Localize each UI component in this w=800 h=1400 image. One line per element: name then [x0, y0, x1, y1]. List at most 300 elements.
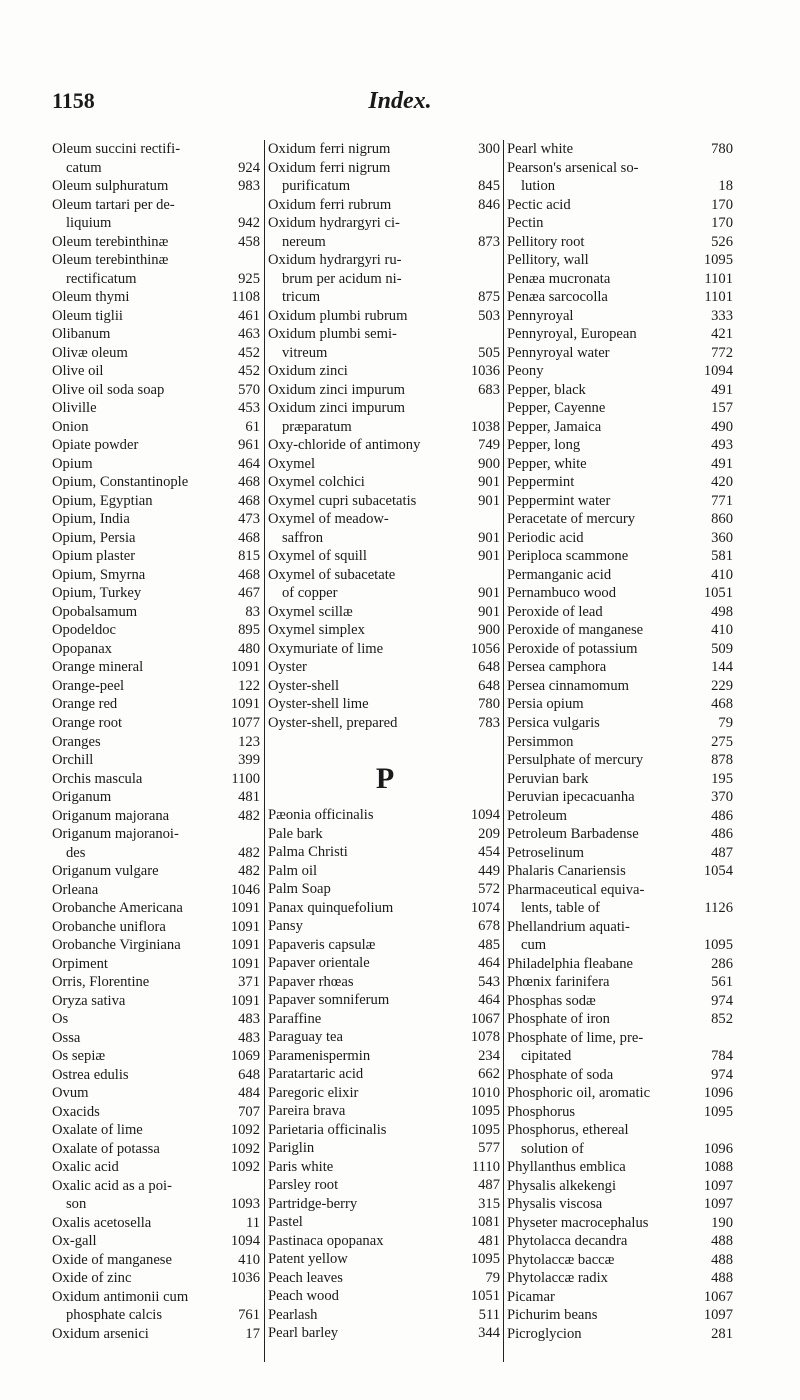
- entry-page-number: 286: [711, 955, 733, 972]
- index-entry: [507, 825, 735, 844]
- index-entry: [268, 954, 502, 973]
- entry-page-number: 195: [711, 770, 733, 787]
- entry-term: Oxalic acid: [52, 1159, 119, 1176]
- index-entry: [52, 1140, 262, 1159]
- index-entry: [507, 695, 735, 714]
- index-entry-continuation: [507, 899, 735, 918]
- entry-page-number: 895: [238, 622, 260, 639]
- index-entry: [507, 714, 735, 733]
- index-entry: [507, 955, 735, 974]
- entry-page-number: 488: [711, 1270, 733, 1287]
- entry-term: Pearl white: [507, 141, 574, 157]
- entry-page-number: 1095: [470, 1251, 500, 1268]
- entry-page-number: 18: [718, 178, 733, 195]
- entry-term: Opium, Persia: [52, 529, 136, 546]
- index-entry-continuation: [507, 936, 735, 955]
- entry-page-number: 1097: [703, 1177, 733, 1194]
- entry-page-number: 1067: [470, 1010, 500, 1027]
- index-entry: [507, 1214, 735, 1233]
- entry-page-number: 486: [711, 826, 733, 843]
- entry-term: solution of: [521, 1140, 584, 1157]
- entry-term: Persimmon: [507, 733, 574, 750]
- index-entry: [507, 807, 735, 826]
- entry-term: Philadelphia fleabane: [507, 955, 634, 972]
- index-entry: [507, 1306, 735, 1325]
- entry-page-number: 487: [478, 1177, 500, 1194]
- index-entry: [52, 233, 262, 252]
- entry-page-number: 581: [711, 548, 733, 565]
- index-entry: [52, 1269, 262, 1288]
- index-entry: [507, 770, 735, 789]
- entry-page-number: 488: [711, 1251, 733, 1268]
- entry-page-number: 648: [238, 1066, 260, 1083]
- index-entry: [507, 992, 735, 1011]
- entry-term: Pearlash: [268, 1306, 318, 1323]
- index-entry: [52, 658, 262, 677]
- index-entry-continuation: [268, 270, 502, 289]
- entry-term: Opium, India: [52, 511, 130, 528]
- index-entry: [507, 1103, 735, 1122]
- index-entry: [52, 288, 262, 307]
- index-entry: [268, 140, 502, 159]
- entry-page-number: 761: [238, 1307, 260, 1324]
- entry-term: Oryza sativa: [52, 992, 126, 1009]
- index-entry: [268, 621, 502, 640]
- entry-term: Oxymel colchici: [268, 474, 365, 491]
- entry-term: nereum: [282, 233, 326, 250]
- entry-page-number: 852: [711, 1011, 733, 1028]
- entry-term: Oranges: [52, 733, 101, 750]
- entry-term: præparatum: [282, 418, 352, 435]
- entry-page-number: 860: [711, 511, 733, 528]
- entry-term: Opodeldoc: [52, 622, 117, 639]
- index-entry-continuation: [268, 418, 502, 437]
- index-entry: [507, 214, 735, 233]
- index-entry-continuation: [52, 270, 262, 289]
- index-entry: [507, 1232, 735, 1251]
- index-entry: [52, 936, 262, 955]
- index-entry: [52, 1177, 262, 1196]
- entry-page-number: 449: [478, 862, 500, 879]
- index-entry: [52, 196, 262, 215]
- index-entry: [52, 862, 262, 881]
- entry-term: Peppermint: [507, 474, 575, 491]
- entry-term: Parietaria officinalis: [268, 1121, 387, 1138]
- entry-term: Pectin: [507, 215, 544, 232]
- entry-page-number: 1096: [703, 1085, 733, 1102]
- entry-page-number: 410: [711, 566, 733, 583]
- index-entry: [507, 603, 735, 622]
- entry-page-number: 370: [711, 789, 733, 806]
- entry-page-number: 925: [238, 270, 260, 287]
- index-entry: [507, 751, 735, 770]
- index-entry-continuation: [268, 177, 502, 196]
- entry-term: Oliville: [52, 400, 97, 417]
- entry-term: Peroxide of manganese: [507, 622, 644, 639]
- entry-page-number: 1110: [471, 1158, 500, 1175]
- index-entry: [268, 1121, 502, 1140]
- page-number: 1158: [52, 88, 95, 113]
- entry-term: Olive oil: [52, 363, 104, 380]
- index-entry: [268, 1139, 502, 1158]
- entry-term: Orpiment: [52, 955, 108, 972]
- index-entry: [268, 603, 502, 622]
- entry-term: Phytolaccæ baccæ: [507, 1251, 615, 1268]
- index-entry: [268, 1047, 502, 1066]
- index-entry: [507, 159, 735, 178]
- index-entry-continuation: [268, 233, 502, 252]
- entry-term: Oleum terebinthinæ: [52, 252, 169, 269]
- index-entry: [52, 1214, 262, 1233]
- index-entry: [268, 325, 502, 344]
- entry-page-number: 577: [478, 1140, 500, 1157]
- entry-page-number: 1091: [230, 659, 260, 676]
- entry-term: Pansy: [268, 918, 303, 935]
- index-entry: [268, 1250, 502, 1269]
- entry-term: Phosphas sodæ: [507, 992, 596, 1009]
- entry-term: Orchill: [52, 752, 94, 769]
- entry-term: Petroleum Barbadense: [507, 826, 639, 843]
- entry-page-number: 707: [238, 1103, 260, 1120]
- index-entry-continuation: [52, 1195, 262, 1214]
- entry-page-number: 815: [238, 548, 260, 565]
- entry-page-number: 1094: [470, 807, 500, 824]
- index-entry: [268, 1102, 502, 1121]
- entry-term: Paraguay tea: [268, 1029, 343, 1046]
- entry-term: Oxalis acetosella: [52, 1214, 152, 1231]
- entry-term: Origanum vulgare: [52, 863, 159, 880]
- entry-page-number: 1095: [703, 937, 733, 954]
- entry-term: Oxacids: [52, 1103, 100, 1120]
- index-entry: [268, 214, 502, 233]
- entry-term: of copper: [282, 585, 338, 602]
- entry-page-number: 1108: [231, 289, 260, 306]
- index-entry: [507, 677, 735, 696]
- entry-term: Opium, Smyrna: [52, 566, 146, 583]
- index-entry: [268, 1176, 502, 1195]
- entry-term: Oxidum plumbi semi-: [268, 326, 397, 343]
- entry-page-number: 487: [711, 844, 733, 861]
- index-entry: [507, 473, 735, 492]
- entry-page-number: 1036: [230, 1270, 260, 1287]
- index-entry: [52, 621, 262, 640]
- index-entry: [268, 1287, 502, 1306]
- index-entry: [268, 862, 502, 881]
- entry-term: Phosphoric oil, aromatic: [507, 1085, 651, 1102]
- entry-page-number: 1081: [470, 1214, 500, 1231]
- index-entry: [52, 992, 262, 1011]
- entry-term: Paregoric elixir: [268, 1084, 359, 1101]
- index-entry: [52, 584, 262, 603]
- entry-term: Peony: [507, 363, 544, 380]
- entry-term: Peach leaves: [268, 1269, 343, 1286]
- entry-term: Periodic acid: [507, 529, 584, 546]
- entry-page-number: 482: [238, 844, 260, 861]
- entry-term: Pichurim beans: [507, 1307, 598, 1324]
- entry-term: Peruvian ipecacuanha: [507, 789, 635, 806]
- entry-term: Oyster-shell: [268, 677, 340, 694]
- index-entry: [507, 1121, 735, 1140]
- entry-page-number: 484: [238, 1085, 260, 1102]
- entry-page-number: 983: [238, 178, 260, 195]
- index-entry: [507, 251, 735, 270]
- entry-page-number: 572: [478, 881, 500, 898]
- entry-term: Pepper, long: [507, 437, 581, 454]
- entry-term: lents, table of: [521, 900, 601, 917]
- entry-term: Oxidum ferri nigrum: [268, 159, 391, 176]
- index-entry: [507, 658, 735, 677]
- index-entry: [52, 899, 262, 918]
- entry-page-number: 509: [711, 640, 733, 657]
- entry-term: Phosphorus, ethereal: [507, 1122, 629, 1139]
- entry-page-number: 873: [478, 233, 500, 250]
- entry-term: Physeter macrocephalus: [507, 1214, 649, 1231]
- index-entry-continuation: [52, 1306, 262, 1325]
- index-entry: [507, 844, 735, 863]
- index-entry: [268, 455, 502, 474]
- index-entry: [52, 325, 262, 344]
- index-entry: [268, 1065, 502, 1084]
- index-column-1: [52, 140, 262, 1344]
- entry-page-number: 490: [711, 418, 733, 435]
- entry-page-number: 483: [238, 1029, 260, 1046]
- entry-term: Pharmaceutical equiva-: [507, 881, 645, 898]
- entry-term: Phellandrium aquati-: [507, 918, 630, 935]
- index-entry: [52, 362, 262, 381]
- entry-page-number: 780: [711, 141, 733, 157]
- index-entry: [52, 807, 262, 826]
- entry-term: Oleum succini rectifi-: [52, 141, 181, 157]
- entry-term: Phœnix farinifera: [507, 974, 610, 991]
- entry-term: Phyllanthus emblica: [507, 1159, 626, 1176]
- index-entry: [268, 492, 502, 511]
- index-entry-continuation: [52, 844, 262, 863]
- index-entry: [507, 1269, 735, 1288]
- index-entry-continuation: [507, 1047, 735, 1066]
- entry-term: Oxidum arsenici: [52, 1326, 149, 1342]
- entry-page-number: 1091: [230, 937, 260, 954]
- entry-page-number: 1095: [470, 1121, 500, 1138]
- entry-page-number: 901: [478, 474, 500, 491]
- column-divider: [503, 140, 504, 1362]
- entry-term: Opobalsamum: [52, 603, 138, 620]
- entry-page-number: 1093: [230, 1196, 260, 1213]
- entry-term: Opium: [52, 455, 93, 472]
- entry-page-number: 300: [478, 141, 500, 157]
- index-entry: [507, 1029, 735, 1048]
- entry-page-number: 1091: [230, 900, 260, 917]
- index-entry: [507, 1195, 735, 1214]
- column-divider: [264, 140, 265, 1362]
- index-entry: [507, 233, 735, 252]
- entry-page-number: 421: [711, 326, 733, 343]
- entry-term: Persea cinnamomum: [507, 677, 629, 694]
- entry-page-number: 464: [478, 992, 500, 1009]
- entry-page-number: 1101: [704, 270, 733, 287]
- entry-term: Opium, Turkey: [52, 585, 142, 602]
- index-entry: [52, 770, 262, 789]
- index-entry-continuation: [268, 344, 502, 363]
- entry-page-number: 961: [238, 437, 260, 454]
- entry-term: Picroglycion: [507, 1326, 582, 1342]
- index-entry: [52, 547, 262, 566]
- entry-term: Papaveris capsulæ: [268, 936, 376, 953]
- index-entry: [268, 658, 502, 677]
- index-entry: [268, 714, 502, 733]
- index-entry: [52, 566, 262, 585]
- entry-term: Ostrea edulis: [52, 1066, 129, 1083]
- entry-page-number: 1095: [470, 1103, 500, 1120]
- entry-page-number: 480: [238, 640, 260, 657]
- entry-page-number: 486: [711, 807, 733, 824]
- index-entry: [268, 1269, 502, 1288]
- entry-term: son: [66, 1196, 87, 1213]
- entry-page-number: 846: [478, 196, 500, 213]
- entry-term: Orange mineral: [52, 659, 144, 676]
- entry-term: Persulphate of mercury: [507, 752, 644, 769]
- entry-term: Petroleum: [507, 807, 567, 824]
- entry-page-number: 454: [478, 844, 500, 861]
- entry-term: Oxide of zinc: [52, 1270, 132, 1287]
- entry-term: Patent yellow: [268, 1251, 348, 1268]
- index-entry: [268, 473, 502, 492]
- entry-term: Orange-peel: [52, 677, 125, 694]
- index-entry: [268, 381, 502, 400]
- entry-page-number: 481: [238, 789, 260, 806]
- entry-term: Oxymel of subacetate: [268, 566, 396, 583]
- entry-term: Phosphate of iron: [507, 1011, 610, 1028]
- index-entry-continuation: [52, 214, 262, 233]
- index-column-3: [507, 140, 735, 1344]
- entry-page-number: 1036: [470, 363, 500, 380]
- entry-page-number: 79: [718, 714, 733, 731]
- entry-page-number: 482: [238, 863, 260, 880]
- index-entry: [507, 788, 735, 807]
- index-entry: [268, 1084, 502, 1103]
- entry-term: phosphate calcis: [66, 1307, 163, 1324]
- index-entry: [507, 584, 735, 603]
- entry-page-number: 493: [711, 437, 733, 454]
- index-entry: [268, 510, 502, 529]
- entry-term: Orleana: [52, 881, 99, 898]
- index-entry: [52, 1047, 262, 1066]
- entry-term: Palm Soap: [268, 881, 331, 898]
- index-entry: [268, 1324, 502, 1343]
- entry-page-number: 491: [711, 455, 733, 472]
- index-entry: [507, 1251, 735, 1270]
- entry-page-number: 1077: [230, 714, 260, 731]
- entry-term: Pectic acid: [507, 196, 571, 213]
- entry-page-number: 974: [711, 1066, 733, 1083]
- entry-term: Papaver somniferum: [268, 992, 390, 1009]
- entry-term: catum: [66, 159, 102, 176]
- index-entry: [52, 529, 262, 548]
- index-entry: [268, 917, 502, 936]
- entry-page-number: 1095: [703, 1103, 733, 1120]
- entry-term: Oxymel cupri subacetatis: [268, 492, 417, 509]
- entry-page-number: 1069: [230, 1048, 260, 1065]
- entry-term: Phytolaccæ radix: [507, 1270, 608, 1287]
- entry-term: Opium plaster: [52, 548, 136, 565]
- entry-term: Palm oil: [268, 862, 318, 879]
- index-entry: [268, 1010, 502, 1029]
- index-entry: [507, 510, 735, 529]
- entry-term: Pepper, white: [507, 455, 587, 472]
- entry-term: lution: [521, 178, 556, 195]
- entry-page-number: 845: [478, 178, 500, 195]
- entry-term: Opopanax: [52, 640, 112, 657]
- index-entry-continuation: [268, 288, 502, 307]
- entry-term: Orobanche uniflora: [52, 918, 166, 935]
- entry-term: Ox-gall: [52, 1233, 97, 1250]
- entry-page-number: 209: [478, 825, 500, 842]
- entry-term: Phytolacca decandra: [507, 1233, 628, 1250]
- entry-term: Paramenispermin: [268, 1047, 371, 1064]
- entry-term: Palma Christi: [268, 844, 348, 861]
- entry-term: Pennyroyal, European: [507, 326, 637, 343]
- entry-page-number: 485: [478, 936, 500, 953]
- index-entry: [52, 492, 262, 511]
- index-entry: [268, 307, 502, 326]
- entry-term: Orobanche Americana: [52, 900, 183, 917]
- entry-page-number: 344: [478, 1325, 500, 1342]
- entry-page-number: 463: [238, 326, 260, 343]
- entry-term: Oleum sulphuratum: [52, 178, 169, 195]
- entry-term: Pale bark: [268, 825, 323, 842]
- entry-term: Os: [52, 1011, 69, 1028]
- entry-page-number: 942: [238, 215, 260, 232]
- entry-page-number: 482: [238, 807, 260, 824]
- index-entry: [507, 1084, 735, 1103]
- index-entry: [52, 1288, 262, 1307]
- entry-term: Opiate powder: [52, 437, 139, 454]
- entry-term: Permanganic acid: [507, 566, 612, 583]
- entry-page-number: 1095: [703, 252, 733, 269]
- entry-term: Peroxide of lead: [507, 603, 603, 620]
- index-entry: [507, 288, 735, 307]
- index-entry: [268, 991, 502, 1010]
- entry-term: Oyster: [268, 659, 307, 676]
- index-entry: [52, 603, 262, 622]
- entry-page-number: 333: [711, 307, 733, 324]
- index-entry: [52, 344, 262, 363]
- index-entry: [52, 1251, 262, 1270]
- entry-page-number: 1094: [703, 363, 733, 380]
- entry-page-number: 648: [478, 677, 500, 694]
- entry-term: Oxidum plumbi rubrum: [268, 307, 408, 324]
- entry-term: Partridge-berry: [268, 1195, 358, 1212]
- entry-term: Penæa sarcocolla: [507, 289, 608, 306]
- entry-term: Pellitory, wall: [507, 252, 589, 269]
- entry-page-number: 875: [478, 289, 500, 306]
- index-entry: [507, 973, 735, 992]
- index-entry: [507, 362, 735, 381]
- index-entry: [268, 399, 502, 418]
- index-entry: [52, 251, 262, 270]
- index-entry: [268, 640, 502, 659]
- entry-page-number: 461: [238, 307, 260, 324]
- entry-term: cipitated: [521, 1048, 572, 1065]
- index-entry: [507, 196, 735, 215]
- entry-page-number: 1101: [704, 289, 733, 306]
- entry-page-number: 900: [478, 455, 500, 472]
- index-entry: [507, 1325, 735, 1344]
- entry-term: Paris white: [268, 1158, 334, 1175]
- entry-page-number: 772: [711, 344, 733, 361]
- entry-page-number: 901: [478, 603, 500, 620]
- entry-page-number: 468: [711, 696, 733, 713]
- entry-page-number: 488: [711, 1233, 733, 1250]
